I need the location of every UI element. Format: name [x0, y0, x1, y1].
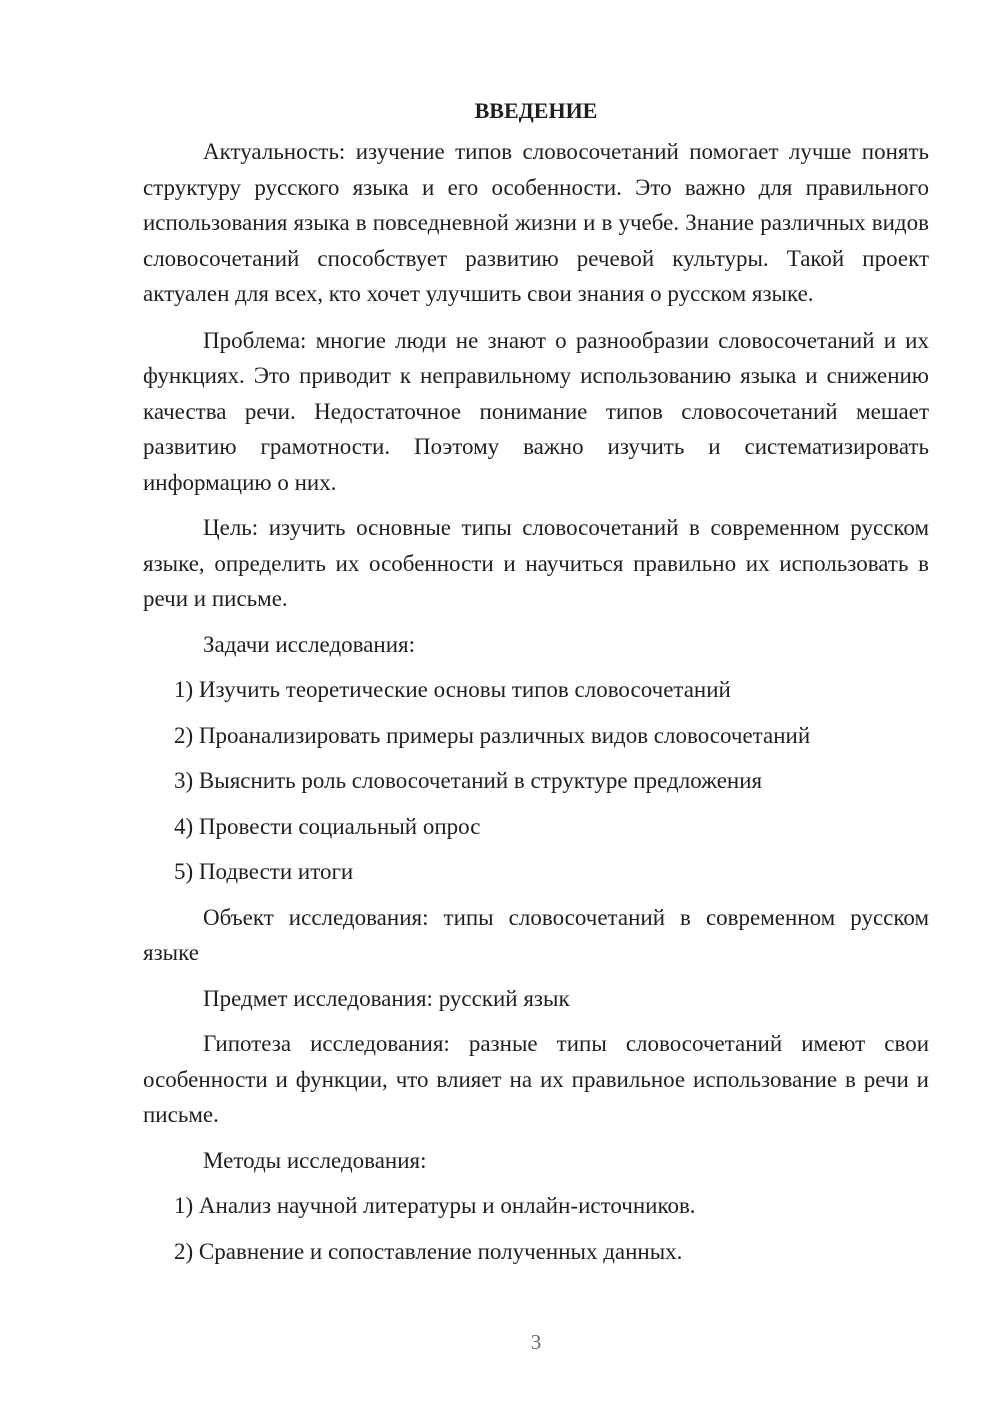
list-item: 2) Сравнение и сопоставление полученных данных. — [174, 1238, 683, 1264]
object-paragraph: Объект исследования: типы словосочетаний в современном русском языке — [143, 904, 929, 965]
list-item: 1) Изучить теоретические основы типов словосочетаний — [174, 677, 731, 702]
section-title: ВВЕДЕНИЕ — [474, 98, 598, 123]
page-content — [143, 96, 929, 1279]
hypothesis-paragraph: Гипотеза исследования: разные типы словосочетаний имеют свои особенности и функции, что влияет на их правильное использование в речи и письме. — [143, 1031, 929, 1127]
list-item: 5) Подвести итоги — [174, 859, 354, 884]
methods-heading: Методы исследования: — [203, 1147, 427, 1173]
subject-paragraph: Предмет исследования: русский язык — [203, 985, 570, 1011]
tasks-list — [143, 672, 929, 890]
goal-paragraph: Цель: изучить основные типы словосочетаний в современном русском языке, определить их особенности и научиться правильно их использовать в речи и письме. — [143, 515, 929, 611]
problem-paragraph: Проблема: многие люди не знают о разнообразии словосочетаний и их функциях. Это приводит к неправильному использованию языка и снижению качества речи. Недостаточное понимание типов словосочетаний мешает развитию грамотности. Поэтому важно изучить и систематизировать информацию о них. — [143, 327, 929, 495]
relevance-paragraph: Актуальность: изучение типов словосочетаний помогает лучше понять структуру русского языка и его особенности. Это важно для правильного использования языка в повседневной жизни и в учебе. Знание различных видов словосочетаний способствует развитию речевой культуры. Такой проект актуален для всех, кто хочет улучшить свои знания о русском языке. — [143, 139, 929, 306]
list-item: 1) Анализ научной литературы и онлайн-источников. — [174, 1193, 696, 1218]
tasks-heading: Задачи исследования: — [203, 631, 416, 657]
list-item: 2) Проанализировать примеры различных видов словосочетаний — [174, 722, 811, 748]
list-item: 4) Провести социальный опрос — [174, 813, 481, 839]
list-item: 3) Выяснить роль словосочетаний в структуре предложения — [174, 768, 763, 793]
methods-list — [143, 1188, 929, 1279]
page-number: 3 — [530, 1330, 542, 1354]
